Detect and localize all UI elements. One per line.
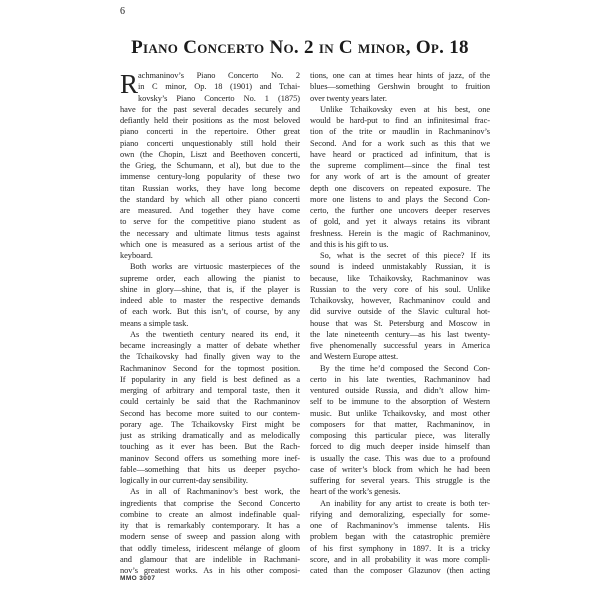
text-line: fable—something that hits us deeper psycho- <box>120 464 300 474</box>
text-line: certo in his late twenties, Rachmaninov had <box>310 374 490 384</box>
text-line: nov’s greatest works. As in his other composi- <box>120 566 300 575</box>
text-line: tion of the trite or maudlin in Rachmaninov’s <box>310 127 490 137</box>
text-line: shine in glory—shine, that is, if the player is <box>120 284 300 294</box>
text-line: of his first symphony in 1897. It is a tricky <box>310 543 490 553</box>
page-number: 6 <box>120 6 125 17</box>
text-line: immense century-long popularity of these two <box>120 172 300 182</box>
text-line: If popularity in any field is best defined as a <box>120 374 300 384</box>
text-line: have heard or practiced ad infinitum, that is <box>310 149 490 159</box>
text-line: just as striking dramatically and as melodically <box>120 431 300 440</box>
text-line: modern sense of sweep and passion along with <box>120 532 300 542</box>
text-line: because, like Tchaikovsky, Rachmaninov was <box>310 273 490 283</box>
text-line: in C minor, Op. 18 (1901) and Tchai- <box>138 82 300 92</box>
text-line: five phenomenally successful years in America <box>310 341 490 350</box>
text-line: Rachmaninov Second for the topmost position. <box>120 363 300 373</box>
text-line: merging of arbitrary and temporal taste, then it <box>120 386 300 395</box>
text-line: depth one discovers on repeated exposure. The <box>310 183 490 193</box>
text-line: ity that is remarkably contemporary. It has a <box>120 521 300 530</box>
left-column <box>120 70 300 576</box>
text-line: ventured outside Russia, and didn’t allow him- <box>310 386 490 395</box>
text-line: and glamour that are indelible in Rachmani- <box>120 554 300 564</box>
text-line: Russian to the very core of his soul. Unlike <box>310 284 490 294</box>
text-line: and Western Europe attest. <box>310 352 399 362</box>
text-line: that oddly timeless, iridescent mélange of gloom <box>120 543 300 553</box>
text-line: to serve for the competitive piano student as <box>120 217 300 227</box>
text-line: piano concerti unquestionably still hold their <box>120 138 300 148</box>
text-line: sound is indeed unmistakably Russian, it is <box>310 262 490 272</box>
text-line: for any work of art is the amount of greater <box>310 172 490 182</box>
text-line: have for the past several decades securely and <box>120 104 300 114</box>
page-title: Piano Concerto No. 2 in C minor, Op. 18 <box>131 37 469 58</box>
text-line: the Tchaikovsky had finally given way to the <box>120 352 300 362</box>
text-line: self to be immune to the absorption of Western <box>310 397 490 407</box>
text-line: combine to create an almost indefinable qual- <box>120 509 300 519</box>
drop-cap: R <box>120 69 139 99</box>
text-line: kovsky’s Piano Concerto No. 1 (1875) <box>138 93 300 103</box>
text-line: blues—something Gershwin brought to fruition <box>310 82 490 92</box>
text-line: ingredients that comprise the Second Concerto <box>120 498 300 508</box>
text-line: Second has become more suited to our contem- <box>120 408 300 418</box>
text-line: Second. And for a work such as this that we <box>310 138 490 148</box>
text-line: of each work. But this isn’t, of course, by any <box>120 307 300 317</box>
text-line: could certainly be said that the Rachmaninov <box>120 397 300 407</box>
text-line: An inability for any artist to create is both ter- <box>320 498 490 508</box>
text-line: one of Rachmaninov’s immense talents. His <box>310 521 490 530</box>
text-line: certo, the further one uncovers deeper reserves <box>310 206 490 215</box>
text-line: maninov Second offers us something more inef- <box>120 453 300 463</box>
text-line: would be hard-put to find an infinitesimal frac- <box>310 116 490 125</box>
text-line: composing this particular piece, was literally <box>310 431 490 440</box>
text-line: of gold, and yet it always retains its vibrant <box>310 217 490 227</box>
text-line: the standard by which all other piano concerti <box>120 194 300 204</box>
text-line: means a simple task. <box>120 318 189 328</box>
text-line: titan Russian works, they have long become <box>120 183 300 193</box>
text-line: the late nineteenth century—as his last twenty- <box>310 329 490 339</box>
text-line: As in all of Rachmaninov’s best work, the <box>130 487 300 497</box>
text-line: defiantly held their positions as the most beloved <box>120 116 300 125</box>
text-line: became increasingly a matter of debate whether <box>120 341 300 350</box>
text-line: cated than the composer Glazunov (then acting <box>310 566 490 575</box>
text-line: So, what is the secret of this piece? If its <box>320 251 490 260</box>
text-line: did survive outside of the Slavic cultural hot- <box>310 307 490 317</box>
text-line: over twenty years later. <box>310 93 387 103</box>
text-line: suffering for several years. This struggle is the <box>310 476 490 485</box>
text-line: As the twentieth century neared its end, it <box>130 329 300 339</box>
text-line: the Grieg, the Schumann, et al), but due to the <box>120 161 300 170</box>
text-line: indeed able to master the respective demands <box>120 296 300 305</box>
text-line: piano concerti in the repertoire. Other great <box>120 127 300 137</box>
text-line: keyboard. <box>120 251 153 260</box>
text-line: tions, one can at times hear hints of jazz, of the <box>310 71 490 80</box>
text-line: achmaninov’s Piano Concerto No. 2 <box>138 71 300 80</box>
text-line: the necessary and ultimate litmus tests against <box>120 228 300 238</box>
text-line: rifying and demoralizing, especially for some- <box>310 509 490 519</box>
text-line: freshness. Herein is the magic of Rachmaninov, <box>310 228 490 238</box>
text-line: score, and in all probability it was more compli- <box>310 554 490 564</box>
text-line: heart of the work’s genesis. <box>310 487 401 497</box>
text-line: By the time he’d composed the Second Con- <box>320 363 490 373</box>
text-line: and this is his gift to us. <box>310 239 389 249</box>
right-column <box>310 70 490 576</box>
text-line: which one is measured as a serious artist of the <box>120 239 300 249</box>
text-line: more one listens to and plays the Second Con- <box>310 194 490 204</box>
text-line: music. But unlike Tchaikovsky, and most other <box>310 408 490 418</box>
catalog-footer: MMO 3007 <box>120 575 156 582</box>
article-body <box>120 70 490 576</box>
text-line: porary age. The Tchaikovsky First might be <box>120 419 300 429</box>
text-line: the supreme compliment—since the final test <box>310 161 490 170</box>
text-line: Both works are virtuosic masterpieces of the <box>130 262 300 272</box>
text-line: are measured. And together they have come <box>120 206 300 215</box>
text-line: supreme order, each allowing the pianist to <box>120 273 300 283</box>
text-line: house that was St. Petersburg and Moscow in <box>310 318 490 328</box>
text-line: logically in our current-day sensibility. <box>120 476 248 485</box>
text-line: composers for that matter, Rachmaninov, in <box>310 419 490 429</box>
text-line: touching as it ever has been. But the Rach- <box>120 442 300 452</box>
text-line: own (the Chopin, Liszt and Beethoven concerti, <box>120 149 300 159</box>
text-line: forced to dig much deeper inside himself than <box>310 442 490 452</box>
text-line: is usually the case. This was due to a profound <box>310 453 490 463</box>
text-line: case of writer’s block from which he had been <box>310 464 490 474</box>
text-line: Tchaikovsky, however, Rachmaninov could and <box>310 296 490 305</box>
text-line: problem began with the catastrophic première <box>310 532 490 542</box>
text-line: Unlike Tchaikovsky even at his best, one <box>320 104 490 114</box>
